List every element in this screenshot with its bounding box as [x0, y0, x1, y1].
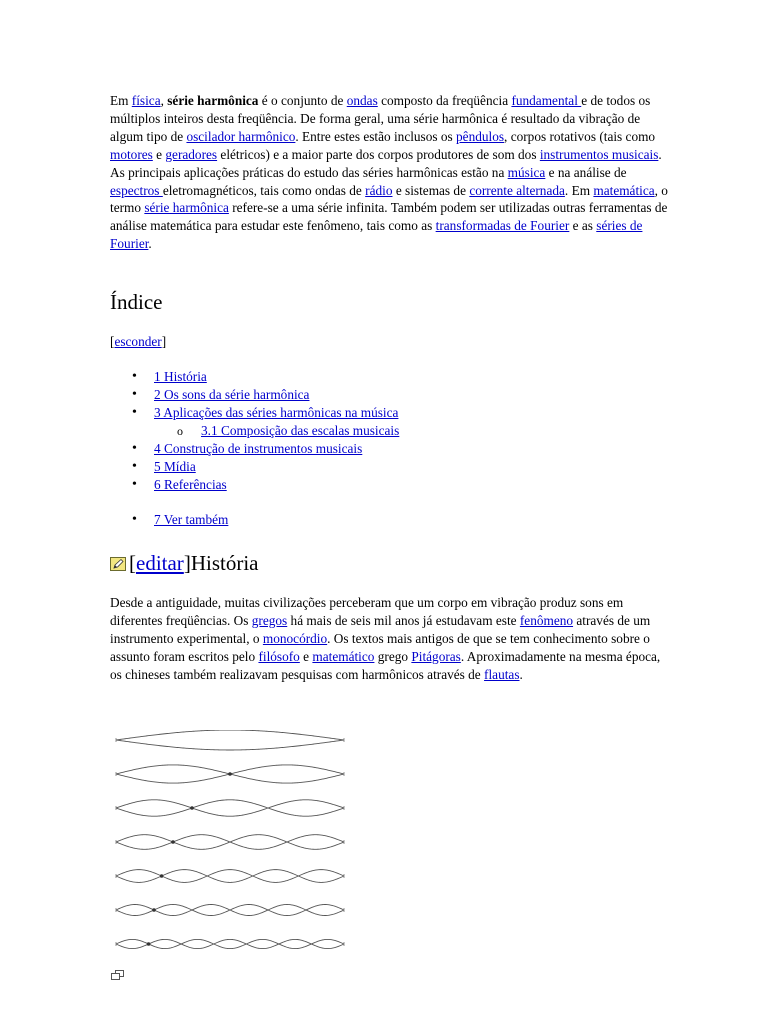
link-filosofo[interactable]: filósofo: [258, 648, 300, 664]
harmonic-6-wave: [116, 905, 344, 916]
text: refere-se a uma série infinita. Também podem ser utilizadas outras ferramentas de análise matemática para estudar este fenômeno, tais como as: [110, 200, 668, 234]
wave-envelope: [116, 800, 344, 816]
text: . Entre estes estão inclusos os: [295, 128, 457, 144]
link-fisica[interactable]: física: [131, 93, 161, 108]
text: é o conjunto de: [258, 93, 347, 108]
link-instrumentos[interactable]: instrumentos musicais: [539, 146, 659, 162]
text: , o termo: [110, 182, 668, 216]
link-fundamental[interactable]: fundamental: [511, 93, 582, 108]
link-espectros[interactable]: espectros: [110, 182, 163, 198]
link-matematico[interactable]: matemático: [312, 648, 375, 664]
link-motores[interactable]: motores: [110, 146, 153, 162]
toc-link-escalas[interactable]: 3.1 Composição das escalas musicais: [201, 423, 400, 438]
wave-envelope: [116, 730, 344, 740]
text: e de todos os múltiplos inteiros desta freqüência. De forma geral, uma série harmônica é resultado da vibração de algum tipo de: [110, 93, 651, 144]
harmonic-series-figure[interactable]: [112, 730, 352, 970]
link-pendulos[interactable]: pêndulos: [456, 128, 505, 144]
wave-envelope: [116, 835, 344, 850]
link-pitagoras[interactable]: Pitágoras: [411, 648, 461, 664]
toc-link-referencias[interactable]: 6 Referências: [154, 477, 227, 492]
article-intro: [110, 92, 670, 253]
toc-item: [110, 440, 399, 458]
link-geradores[interactable]: geradores: [165, 146, 218, 162]
harmonic-4-wave: [116, 835, 344, 850]
historia-paragraph: [110, 594, 670, 684]
link-gregos[interactable]: gregos: [251, 612, 288, 628]
link-ondas[interactable]: ondas: [346, 93, 378, 108]
node-marker: [190, 806, 194, 810]
wave-envelope: [116, 905, 344, 916]
edit-section-link[interactable]: editar: [136, 551, 184, 575]
toc-link-midia[interactable]: 5 Mídia: [154, 459, 196, 474]
text: ,: [160, 93, 168, 108]
link-flautas[interactable]: flautas: [484, 666, 520, 682]
hide-toc-link[interactable]: esconder: [114, 334, 162, 349]
toc-item: [110, 511, 399, 529]
section-title: História: [190, 551, 259, 575]
section-heading-historia: [110, 551, 258, 576]
text: Desde a antiguidade, muitas civilizações perceberam que um corpo em vibração produz sons em diferentes freqüências. Os: [110, 595, 624, 628]
toc-list: [110, 368, 399, 529]
wave-envelope: [116, 800, 344, 816]
toc-item: [110, 386, 399, 404]
toc-link-ver-tambem[interactable]: 7 Ver também: [154, 512, 229, 527]
harmonic-2-wave: [116, 765, 344, 783]
node-marker: [160, 874, 164, 878]
link-corrente[interactable]: corrente alternada: [469, 182, 565, 198]
term-bold: série harmônica: [167, 93, 259, 108]
toc-toggle: [110, 334, 166, 350]
toc-subitem: [110, 422, 399, 440]
link-fenomeno[interactable]: fenômeno: [519, 612, 574, 628]
node-marker: [147, 942, 151, 946]
bracket: ]: [161, 334, 167, 349]
edit-pencil-icon[interactable]: [110, 557, 126, 571]
text: , corpos rotativos (tais como: [504, 128, 656, 144]
toc-item: [110, 404, 399, 422]
text: . Os textos mais antigos de que se tem conhecimento sobre o assunto foram escritos pelo: [110, 630, 650, 664]
text: . Aproximadamente na mesma época, os chineses também realizavam pesquisas com harmônicos através de: [110, 648, 661, 682]
enlarge-icon[interactable]: [111, 970, 125, 980]
bracket: ]: [183, 551, 191, 575]
link-radio[interactable]: rádio: [365, 182, 393, 198]
text: grego: [374, 648, 412, 664]
text: . Em: [564, 182, 594, 198]
harmonic-3-wave: [116, 800, 344, 816]
node-marker: [171, 840, 175, 844]
text: composto da freqüência: [377, 93, 512, 108]
toc-item: [110, 476, 399, 494]
text: e sistemas de: [392, 182, 470, 198]
text: e as: [569, 218, 597, 234]
node-marker: [228, 772, 232, 776]
harmonic-7-wave: [116, 939, 344, 948]
link-series-fourier[interactable]: séries de Fourier: [110, 218, 643, 252]
intro-paragraph: [110, 92, 670, 253]
link-oscilador[interactable]: oscilador harmônico: [186, 128, 296, 144]
bracket: [: [110, 334, 115, 349]
wave-envelope: [116, 740, 344, 750]
node-marker: [152, 908, 156, 912]
text: .: [148, 236, 152, 252]
harmonic-5-wave: [116, 870, 344, 883]
text: .: [519, 666, 523, 682]
link-serie-harmonica[interactable]: série harmônica: [144, 200, 229, 216]
text: . As principais aplicações práticas do estudo das séries harmônicas estão na: [110, 146, 662, 180]
link-transformadas[interactable]: transformadas de Fourier: [435, 218, 570, 234]
toc-item: [110, 368, 399, 386]
toc-item: [110, 458, 399, 476]
link-monocordio[interactable]: monocórdio: [262, 630, 328, 646]
text: eletromagnéticos, tais como ondas de: [162, 182, 366, 198]
link-matematica[interactable]: matemática: [593, 182, 655, 198]
harmonic-1-wave: [116, 730, 344, 750]
toc-title: Índice: [110, 290, 163, 314]
toc-link-historia[interactable]: 1 História: [154, 369, 207, 384]
toc-link-construcao[interactable]: 4 Construção de instrumentos musicais: [154, 441, 363, 456]
text: elétricos) e a maior parte dos corpos produtores de som dos: [217, 146, 540, 162]
text: através de um instrumento experimental, o: [110, 612, 651, 646]
text: e na análise de: [545, 164, 627, 180]
text: e: [152, 146, 166, 162]
text: Em: [110, 93, 132, 108]
bracket: [: [129, 551, 136, 575]
link-musica[interactable]: música: [507, 164, 546, 180]
text: há mais de seis mil anos já estudavam este: [287, 612, 520, 628]
toc-link-aplicacoes[interactable]: 3 Aplicações das séries harmônicas na música: [154, 405, 399, 420]
toc-link-sons[interactable]: 2 Os sons da série harmônica: [154, 387, 310, 402]
text: e: [299, 648, 313, 664]
historia-body: [110, 594, 670, 684]
